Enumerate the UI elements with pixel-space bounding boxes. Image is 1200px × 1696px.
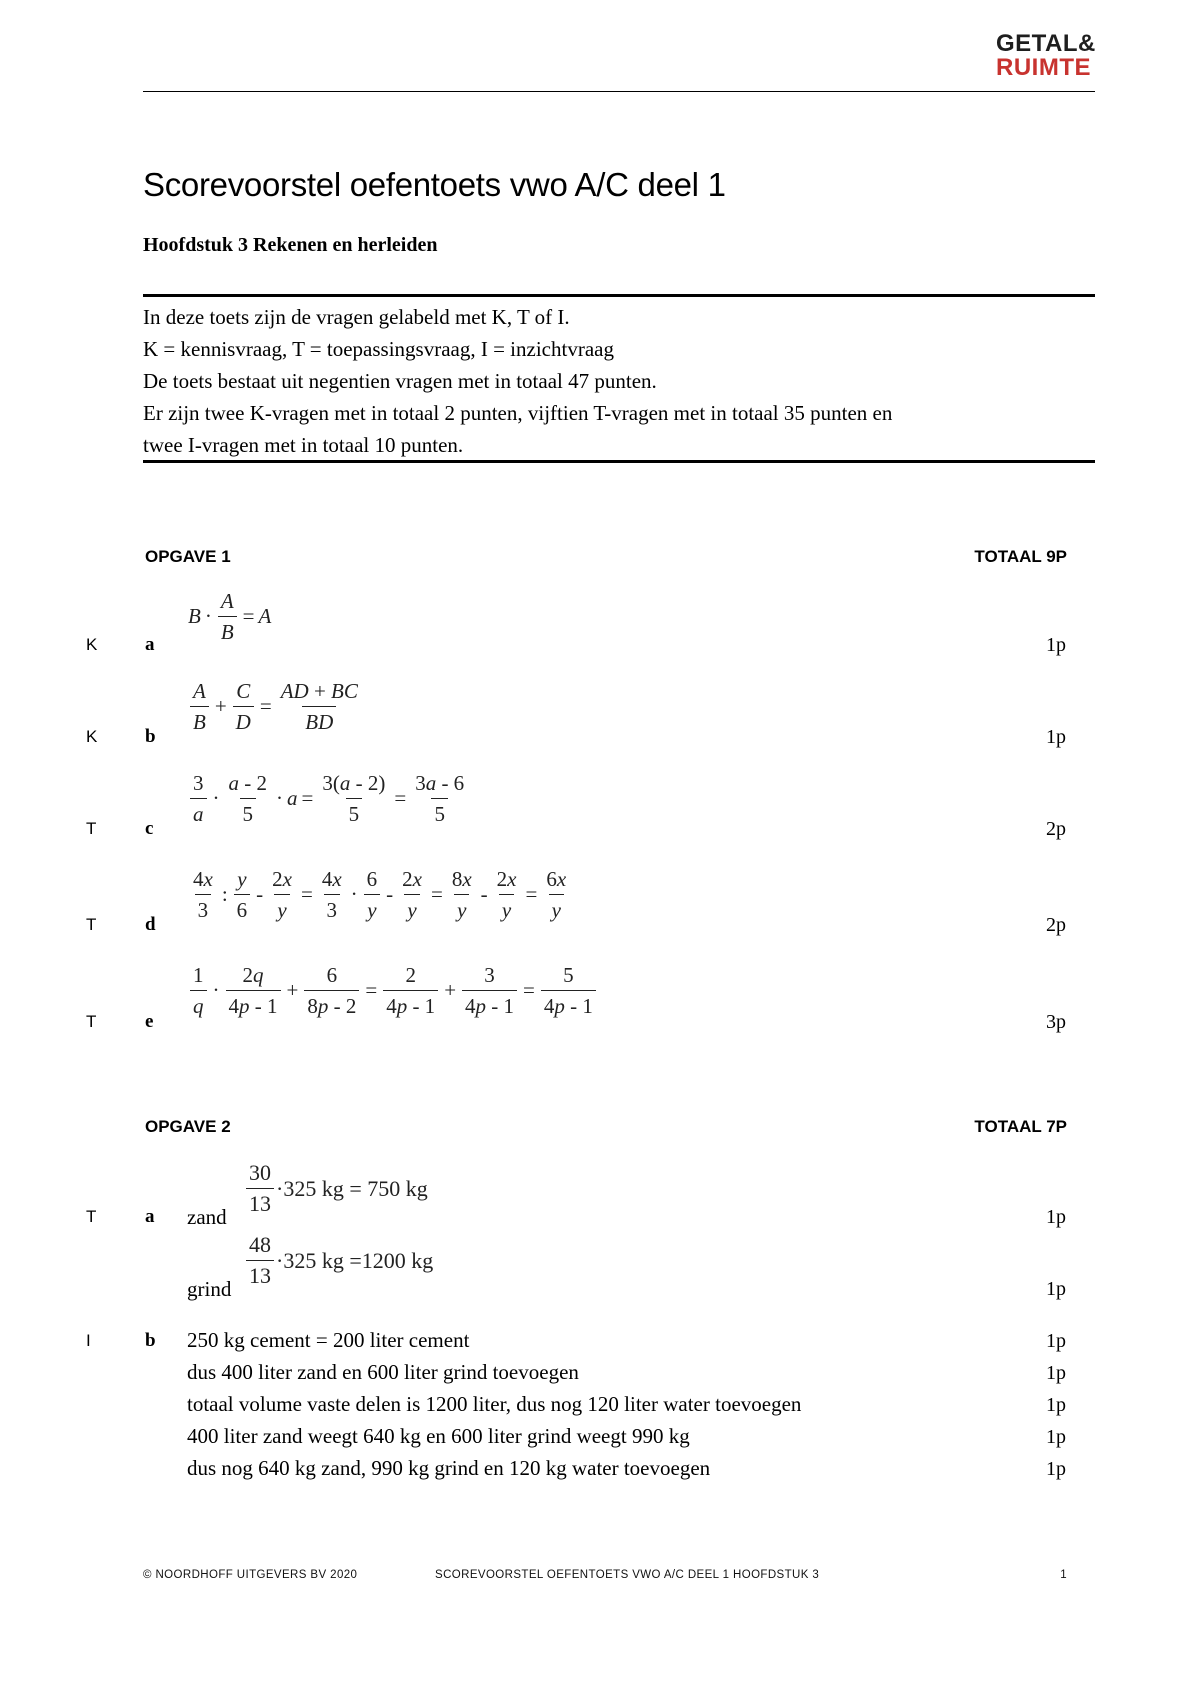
question-letter: e xyxy=(145,1011,154,1032)
question-letter: b xyxy=(145,1330,156,1351)
question-letter: a xyxy=(145,634,155,655)
question-type-label: K xyxy=(86,727,98,746)
intro-line: K = kennisvraag, T = toepassingsvraag, I = inzichtvraag xyxy=(143,337,614,361)
math-expression-1d: $\frac{4x}{3}$ : $\frac{y}{6}$ - $\frac{2x}{y}$ = $\frac{4x}{3}$ · $\frac{6}{y}$ - $\frac{2x}{y}$ = $\frac{8x}{y}$ - $\frac{2x}{y}$ = $\frac{6x}{y}$ xyxy=(193,867,567,922)
page-title: Scorevoorstel oefentoets vwo A/C deel 1 xyxy=(143,166,726,203)
math-expression-2a-zand: $\frac{30}{13}$ ·325 kg = 750 kg xyxy=(244,1160,428,1217)
opgave-2-total: TOTAAL 7P xyxy=(974,1117,1067,1136)
points: 1p xyxy=(1046,1394,1066,1416)
question-type-label: I xyxy=(86,1331,91,1350)
question-type-label: T xyxy=(86,915,97,934)
header-divider xyxy=(143,91,1095,92)
footer-document-title: SCOREVOORSTEL OEFENTOETS VWO A/C DEEL 1 HOOFDSTUK 3 xyxy=(435,1569,820,1581)
question-letter: b xyxy=(145,726,156,747)
question-type-label: K xyxy=(86,635,98,654)
points: 2p xyxy=(1046,914,1066,936)
question-letter: c xyxy=(145,818,154,839)
material-zand: zand xyxy=(187,1205,227,1229)
answer-line: dus nog 640 kg zand, 990 kg grind en 120 kg water toevoegen xyxy=(187,1456,711,1480)
answer-line: 250 kg cement = 200 liter cement xyxy=(187,1328,470,1352)
logo-line-2: RUIMTE xyxy=(996,54,1091,81)
points: 2p xyxy=(1046,818,1066,840)
math-expression-1a: B · $\frac{A}{B}$ = A xyxy=(188,589,272,644)
opgave-1-total: TOTAAL 9P xyxy=(974,547,1067,566)
answer-line: totaal volume vaste delen is 1200 liter, dus nog 120 liter water toevoegen xyxy=(187,1392,802,1416)
intro-top-rule xyxy=(143,294,1095,297)
question-type-label: T xyxy=(86,1012,97,1031)
points: 1p xyxy=(1046,1330,1066,1352)
intro-line: Er zijn twee K-vragen met in totaal 2 punten, vijftien T-vragen met in totaal 35 punten en xyxy=(143,401,893,425)
intro-line: twee I-vragen met in totaal 10 punten. xyxy=(143,433,464,457)
answer-line: dus 400 liter zand en 600 liter grind toevoegen xyxy=(187,1360,579,1384)
math-expression-1e: $\frac{1}{q}$ · $\frac{2q}{4p - 1}$ + $\frac{6}{8p - 2}$ = $\frac{2}{4p - 1}$ + $\frac{3}{4p - 1}$ = $\frac{5}{4p - 1}$ xyxy=(188,962,598,1019)
points: 1p xyxy=(1046,1362,1066,1384)
points: 3p xyxy=(1046,1011,1066,1033)
math-expression-1c: $\frac{3}{a}$ · $\frac{a - 2}{5}$ · a = $\frac{3(a - 2)}{5}$ = $\frac{3a - 6}{5}$ xyxy=(188,770,469,827)
intro-line: In deze toets zijn de vragen gelabeld met K, T of I. xyxy=(143,305,570,329)
points: 1p xyxy=(1046,634,1066,656)
intro-bottom-rule xyxy=(143,460,1095,463)
opgave-1-heading: OPGAVE 1 xyxy=(145,547,231,566)
points: 1p xyxy=(1046,1206,1066,1228)
points: 1p xyxy=(1046,1458,1066,1480)
question-type-label: T xyxy=(86,819,97,838)
math-expression-1b: $\frac{A}{B}$ + $\frac{C}{D}$ = $\frac{AD + BC}{BD}$ xyxy=(188,678,363,735)
intro-line: De toets bestaat uit negentien vragen met in totaal 47 punten. xyxy=(143,369,657,393)
material-grind: grind xyxy=(187,1277,232,1301)
publisher-logo xyxy=(996,32,1116,80)
question-type-label: T xyxy=(86,1207,97,1226)
points: 1p xyxy=(1046,726,1066,748)
logo-line-1: GETAL& xyxy=(996,30,1096,57)
page-subtitle: Hoofdstuk 3 Rekenen en herleiden xyxy=(143,234,438,256)
math-expression-2a-grind: $\frac{48}{13}$ ·325 kg =1200 kg xyxy=(244,1232,433,1289)
question-letter: d xyxy=(145,914,156,935)
answer-line: 400 liter zand weegt 640 kg en 600 liter grind weegt 990 kg xyxy=(187,1424,690,1448)
points: 1p xyxy=(1046,1278,1066,1300)
points: 1p xyxy=(1046,1426,1066,1448)
footer-page-number: 1 xyxy=(1060,1569,1067,1581)
question-letter: a xyxy=(145,1206,155,1227)
opgave-2-heading: OPGAVE 2 xyxy=(145,1117,231,1136)
footer-copyright: © NOORDHOFF UITGEVERS BV 2020 xyxy=(143,1569,358,1581)
